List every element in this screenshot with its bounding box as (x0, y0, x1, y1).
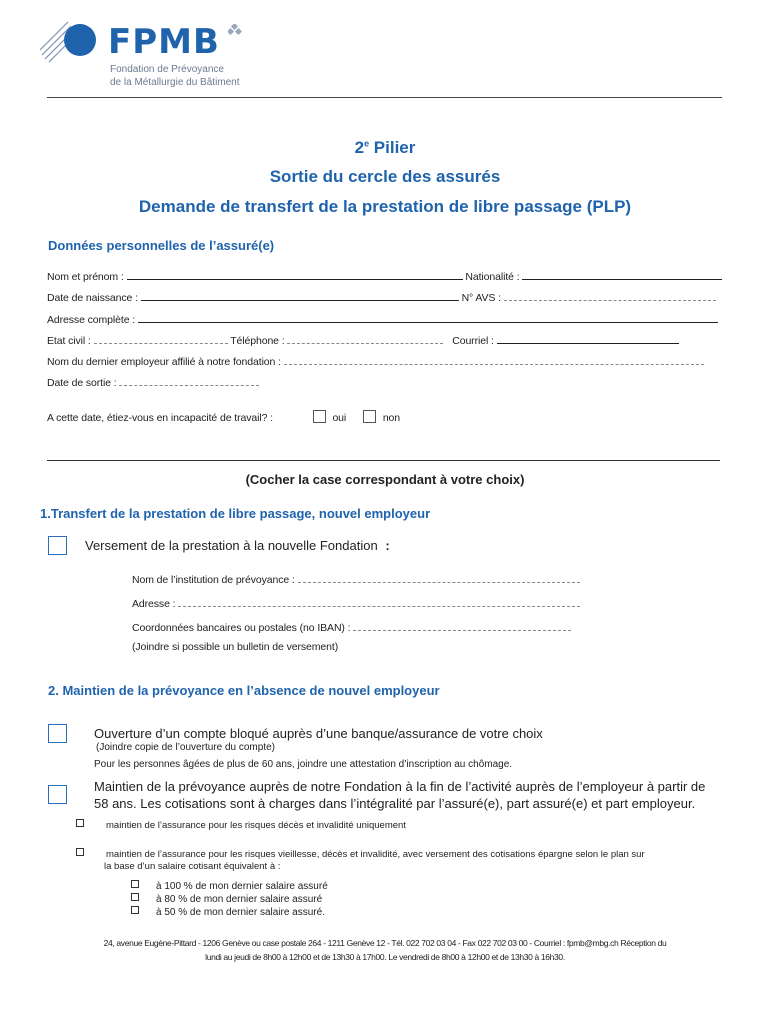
bank-row (132, 619, 612, 634)
fpmb-logo (38, 18, 258, 92)
incapacity-yes-checkbox[interactable] (313, 410, 326, 423)
address-field[interactable] (138, 311, 718, 323)
bank-label: Coordonnées bancaires ou postales (no IBAN) : (132, 622, 351, 634)
footer-line2: lundi au jeudi de 8h00 à 12h00 et de 13h30 à 17h00. Le vendredi de 8h00 à 12h00 et de 13h30 à 16h30. (205, 952, 565, 962)
risk-only-option (76, 819, 406, 831)
small-square-bullet-icon[interactable] (131, 893, 139, 901)
small-square-bullet-icon[interactable] (76, 848, 84, 856)
phone-field[interactable] (287, 332, 443, 344)
choice-note: (Cocher la case correspondant à votre choix) (245, 472, 525, 487)
email-label: Courriel : (452, 335, 494, 347)
email-field[interactable] (497, 332, 679, 344)
org-name-line1: Fondation de Prévoyance (110, 64, 224, 75)
employer-field[interactable] (284, 353, 704, 365)
nationality-label: Nationalité : (465, 271, 520, 283)
title-exit: Sortie du cercle des assurés (269, 167, 501, 186)
bank-field[interactable] (353, 619, 571, 631)
exit-date-field[interactable] (119, 374, 259, 386)
incapacity-no-label: non (382, 412, 401, 424)
birth-field[interactable] (141, 289, 459, 301)
incapacity-yes-label: oui (332, 412, 347, 424)
name-field[interactable] (127, 268, 463, 280)
full-coverage-line1: maintien de l’assurance pour les risques vieillesse, décès et invalidité, avec versement des cotisations épargne selon le plan sur (106, 849, 645, 860)
section2-heading: 2. Maintien de la prévoyance en l’absence de nouvel employeur (48, 683, 440, 698)
s1-address-row (132, 595, 612, 610)
org-name-line2: de la Métallurgie du Bâtiment (110, 77, 240, 88)
salary-option-100-label: à 100 % de mon dernier salaire assuré (156, 881, 328, 892)
title-request: Demande de transfert de la prestation de libre passage (PLP) (138, 197, 632, 216)
pillar-word: Pilier (369, 138, 416, 157)
pillar-superscript: e (364, 138, 370, 149)
section1-heading: 1.Transfert de la prestation de libre passage, nouvel employeur (40, 506, 431, 521)
institution-row (132, 571, 612, 586)
fpmb-logo-icon (38, 20, 108, 66)
small-square-bullet-icon[interactable] (131, 880, 139, 888)
salary-option-50 (131, 906, 325, 918)
section1-note: (Joindre si possible un bulletin de versement) (132, 641, 339, 653)
incapacity-question: A cette date, étiez-vous en incapacité de travail? : (47, 412, 273, 424)
section1-option (85, 538, 390, 553)
salary-option-100 (131, 880, 328, 892)
blocked-account-sub1: (Joindre copie de l’ouverture du compte) (96, 742, 275, 753)
employer-label: Nom du dernier employeur affilié à notre fondation : (47, 356, 281, 368)
diamond-ornament-icon (228, 24, 242, 38)
institution-label: Nom de l’institution de prévoyance : (132, 574, 295, 586)
incapacity-no-checkbox[interactable] (363, 410, 376, 423)
address-label: Adresse complète : (47, 314, 136, 326)
pillar-number: 2 (354, 138, 365, 157)
birth-label: Date de naissance : (47, 292, 138, 304)
phone-label: Téléphone : (230, 335, 285, 347)
foundation-maintain-checkbox[interactable] (48, 785, 67, 804)
institution-field[interactable] (298, 571, 580, 583)
footer-line1: 24, avenue Eugène-Pittard - 1206 Genève ou case postale 264 - 1211 Genève 12 - Tél. 022 702 03 04 - Fax 022 702 03 00 - Courriel : fpmb@mbg.ch Réception du (103, 938, 667, 948)
nationality-field[interactable] (522, 268, 722, 280)
avs-label: N° AVS : (461, 292, 501, 304)
name-row (47, 268, 727, 282)
exit-label: Date de sortie : (47, 377, 117, 389)
full-coverage-option (76, 848, 645, 860)
small-square-bullet-icon[interactable] (76, 819, 84, 827)
exit-row (47, 374, 727, 388)
full-coverage-line2: la base d’un salaire cotisant équivalent à : (104, 861, 281, 872)
incapacity-row (47, 410, 727, 424)
section1-option-colon: : (385, 538, 390, 553)
civil-label: Etat civil : (47, 335, 91, 347)
employer-row (47, 353, 727, 367)
blocked-account-title: Ouverture d’un compte bloqué auprès d’une banque/assurance de votre choix (94, 726, 543, 741)
section1-checkbox[interactable] (48, 536, 67, 555)
logo-wordmark: FPMB (108, 22, 220, 62)
address-row (47, 311, 727, 325)
blocked-account-sub2: Pour les personnes âgées de plus de 60 ans, joindre une attestation d’inscription au chômage. (94, 759, 513, 770)
name-label: Nom et prénom : (47, 271, 124, 283)
s1-address-field[interactable] (178, 595, 580, 607)
personal-heading: Données personnelles de l’assuré(e) (48, 238, 275, 253)
section-divider (47, 460, 720, 461)
header-divider (47, 97, 722, 98)
section1-option-label: Versement de la prestation à la nouvelle Fondation (85, 538, 378, 553)
avs-field[interactable] (504, 289, 716, 301)
salary-option-80 (131, 893, 322, 905)
small-square-bullet-icon[interactable] (131, 906, 139, 914)
birth-row (47, 289, 727, 303)
civil-row (47, 332, 727, 346)
civil-field[interactable] (94, 332, 228, 344)
risk-only-label: maintien de l’assurance pour les risques décès et invalidité uniquement (106, 820, 406, 831)
foundation-maintain-line2: 58 ans. Les cotisations sont à charges dans l’intégralité par l’assuré(e), part assuré(e) et part employeur. (94, 796, 696, 811)
blocked-account-checkbox[interactable] (48, 724, 67, 743)
salary-option-80-label: à 80 % de mon dernier salaire assuré (156, 894, 323, 905)
title-pillar (0, 138, 770, 158)
salary-option-50-label: à 50 % de mon dernier salaire assuré. (156, 907, 325, 918)
s1-address-label: Adresse : (132, 598, 176, 610)
foundation-maintain-line1: Maintien de la prévoyance auprès de notre Fondation à la fin de l’activité auprès de l’employeur à partir de (94, 779, 706, 794)
